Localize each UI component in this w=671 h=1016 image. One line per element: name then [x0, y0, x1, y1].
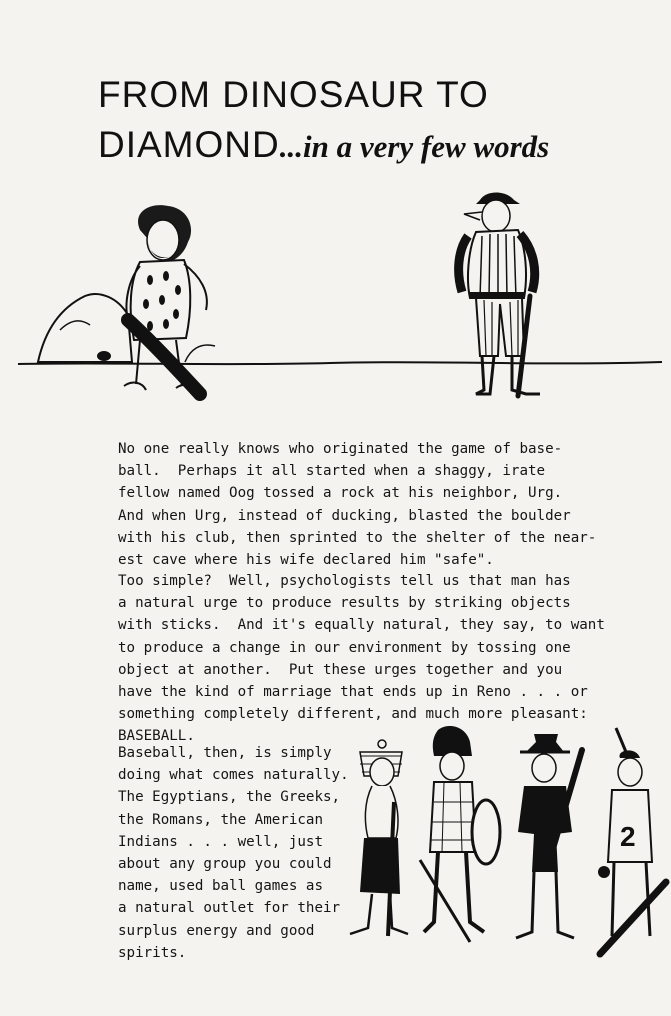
title-subtitle: ...in a very few words: [279, 129, 550, 164]
indian-jersey-number: 2: [620, 821, 636, 852]
paragraph-line: And when Urg, instead of ducking, blasted the boulder: [118, 507, 571, 524]
paragraph-line: Indians . . . well, just: [118, 833, 323, 850]
paragraph-line: surplus energy and good: [118, 922, 315, 939]
paragraph-line: doing what comes naturally.: [118, 767, 349, 784]
paragraph-line: name, used ball games as: [118, 878, 323, 895]
pilgrim-figure: [516, 734, 582, 938]
title-line-1: FROM DINOSAUR TO: [98, 74, 489, 115]
paragraph-line: ball. Perhaps it all started when a shaggy, irate: [118, 463, 546, 480]
paragraph-line: No one really knows who originated the game of base-: [118, 441, 563, 457]
bottom-illustration: [320, 722, 670, 962]
paragraph-line: something completely different, and much more pleasant:: [118, 706, 588, 723]
page-title: [98, 70, 638, 172]
paragraph-line: about any group you could: [118, 856, 332, 873]
paragraph-line: Baseball, then, is simply: [118, 745, 332, 761]
paragraph-line: The Egyptians, the Greeks,: [118, 789, 341, 806]
greek-warrior-figure: [420, 726, 500, 942]
paragraph-line: with sticks. And it's equally natural, they say, to want: [118, 617, 605, 634]
egyptian-figure: [350, 740, 408, 936]
paragraph-line: have the kind of marriage that ends up in Reno . . . or: [118, 684, 588, 701]
paragraph-line: Too simple? Well, psychologists tell us that man has: [118, 573, 571, 589]
paragraph-line: with his club, then sprinted to the shelter of the near-: [118, 529, 597, 546]
american-indian-figure: [598, 728, 666, 954]
paragraph-line: to produce a change in our environment by tossing one: [118, 639, 571, 656]
intro-paragraph: [118, 438, 598, 571]
paragraph-line: spirits.: [118, 944, 187, 961]
psychology-paragraph: [118, 570, 638, 748]
caveman-figure: [124, 205, 207, 394]
paragraph-line: BASEBALL.: [118, 728, 195, 745]
title-line-2: [98, 120, 638, 172]
paragraph-line: a natural outlet for their: [118, 900, 341, 917]
paragraph-line: a natural urge to produce results by striking objects: [118, 595, 571, 612]
baseball-player-figure: [459, 193, 540, 397]
top-illustration: [0, 180, 671, 420]
paragraph-line: est cave where his wife declared him "safe".: [118, 552, 494, 569]
paragraph-line: the Romans, the American: [118, 811, 323, 828]
paragraph-line: object at another. Put these urges together and you: [118, 661, 563, 678]
paragraph-line: fellow named Oog tossed a rock at his neighbor, Urg.: [118, 485, 563, 502]
title-word-diamond: DIAMOND: [98, 124, 280, 165]
